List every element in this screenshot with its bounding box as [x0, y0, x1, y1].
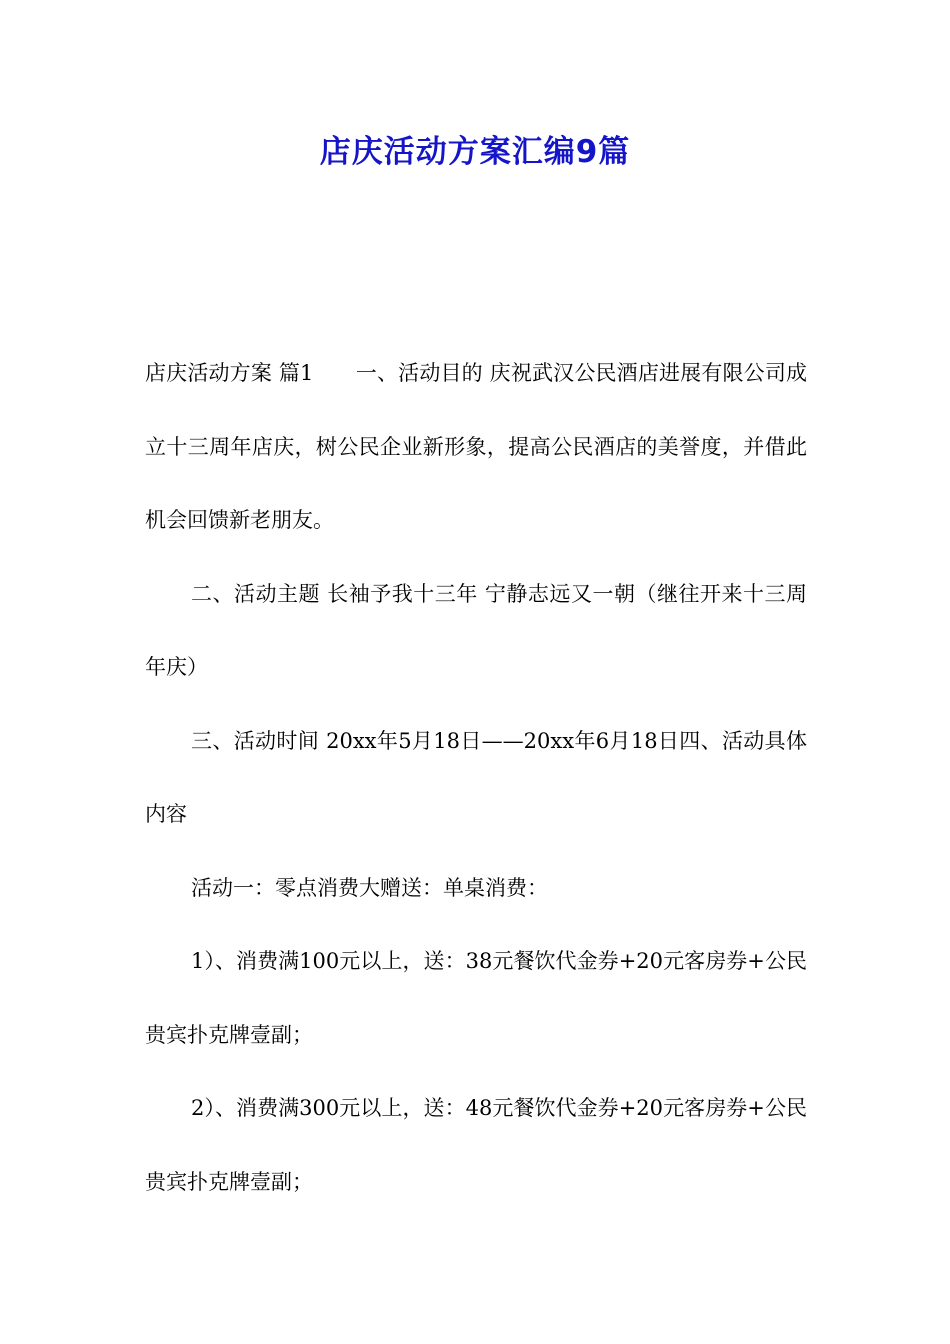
- paragraph-item-2: 2）、消费满300元以上，送：48元餐饮代金券+20元客房券+公民贵宾扑克牌壹副；: [145, 1096, 807, 1194]
- paragraph-item-1: 1）、消费满100元以上，送：38元餐饮代金券+20元客房券+公民贵宾扑克牌壹副；: [145, 949, 807, 1047]
- paragraph-time: 三、活动时间 20xx年5月18日——20xx年6月18日四、活动具体内容: [145, 728, 807, 826]
- document-title: 店庆活动方案汇编9篇: [319, 134, 631, 170]
- paragraph-activity-one: 活动一：零点消费大赠送：单桌消费：: [191, 875, 548, 900]
- document-body: [145, 337, 807, 1219]
- paragraph-purpose: 店庆活动方案 篇1 一、活动目的 庆祝武汉公民酒店进展有限公司成立十三周年店庆，树公民企业新形象，提高公民酒店的美誉度，并借此机会回馈新老朋友。: [145, 361, 807, 532]
- paragraph-theme: 二、活动主题 长袖予我十三年 宁静志远又一朝（继往开来十三周年庆）: [145, 581, 807, 679]
